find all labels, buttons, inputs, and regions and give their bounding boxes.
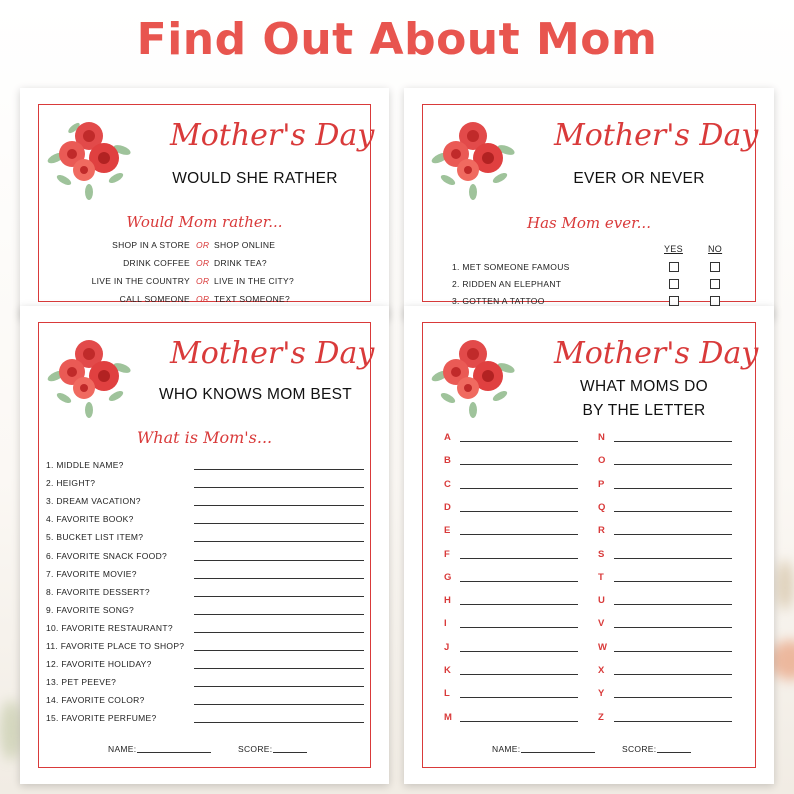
name-label: NAME: — [492, 744, 521, 754]
letter-answer-line[interactable] — [614, 464, 732, 465]
letter-answer-line[interactable] — [614, 534, 732, 535]
score-line[interactable] — [657, 752, 691, 753]
or-label: OR — [196, 294, 210, 304]
sheet-title: WOULD SHE RATHER — [172, 170, 338, 187]
letter-answer-line[interactable] — [614, 511, 732, 512]
letter-answer-line[interactable] — [614, 558, 732, 559]
flower-bouquet-icon — [428, 110, 518, 200]
question-label: 2. HEIGHT? — [46, 478, 96, 489]
yes-column-header: YES — [664, 244, 683, 254]
mothers-day-heading: Mother's Day — [170, 118, 375, 153]
background-flower — [0, 700, 22, 760]
letter-label: Q — [598, 501, 606, 513]
no-column-header: NO — [708, 244, 723, 254]
answer-line[interactable] — [194, 578, 364, 579]
option-a: SHOP IN A STORE — [112, 240, 190, 250]
letter-label: W — [598, 641, 607, 653]
letter-label: X — [598, 665, 605, 676]
letter-answer-line[interactable] — [614, 674, 732, 675]
sheet-title: EVER OR NEVER — [573, 170, 705, 187]
letter-label: O — [598, 455, 606, 467]
no-checkbox[interactable] — [710, 296, 720, 306]
letter-answer-line[interactable] — [614, 721, 732, 722]
or-label: OR — [196, 258, 210, 268]
letter-answer-line[interactable] — [614, 697, 732, 698]
answer-line[interactable] — [194, 541, 364, 542]
yes-checkbox[interactable] — [669, 279, 679, 289]
question-label: 10. FAVORITE RESTAURANT? — [46, 622, 173, 633]
option-b: TEXT SOMEONE? — [214, 294, 291, 304]
worksheet-who-knows-mom-best — [20, 306, 389, 784]
flower-bouquet-icon — [44, 110, 134, 200]
letter-label: M — [444, 711, 452, 723]
letter-answer-line[interactable] — [614, 441, 732, 442]
letter-label: U — [598, 595, 605, 607]
letter-label: B — [444, 455, 451, 467]
letter-label: R — [598, 525, 605, 537]
letter-label: N — [598, 432, 605, 443]
letter-answer-line[interactable] — [614, 488, 732, 489]
letter-answer-line[interactable] — [460, 441, 578, 442]
question-label: 4. FAVORITE BOOK? — [46, 514, 134, 525]
letter-label: Y — [598, 688, 605, 700]
option-b: LIVE IN THE CITY? — [214, 276, 295, 286]
or-label: OR — [196, 240, 210, 250]
letter-label: L — [444, 688, 450, 700]
ever-question: 1. MET SOMEONE FAMOUS — [452, 262, 570, 272]
section-prompt: What is Mom's... — [136, 428, 273, 447]
question-label: 9. FAVORITE SONG? — [46, 604, 135, 615]
answer-line[interactable] — [194, 704, 364, 705]
no-checkbox[interactable] — [710, 262, 720, 272]
worksheet-ever-or-never — [404, 88, 774, 318]
letter-answer-line[interactable] — [460, 511, 578, 512]
question-label: 1. MIDDLE NAME? — [46, 460, 124, 470]
question-label: 11. FAVORITE PLACE TO SHOP? — [46, 641, 185, 651]
score-label: SCORE: — [622, 744, 657, 754]
option-a: DRINK COFFEE — [123, 258, 190, 268]
question-label: 13. PET PEEVE? — [46, 677, 117, 688]
question-label: 7. FAVORITE MOVIE? — [46, 568, 137, 579]
worksheet-would-she-rather — [20, 88, 389, 318]
letter-answer-line[interactable] — [460, 674, 578, 675]
background-flower — [776, 560, 794, 610]
score-line[interactable] — [273, 752, 307, 753]
yes-checkbox[interactable] — [669, 262, 679, 272]
letter-answer-line[interactable] — [460, 488, 578, 489]
letter-answer-line[interactable] — [460, 697, 578, 698]
letter-answer-line[interactable] — [460, 604, 578, 605]
letter-label: K — [444, 665, 451, 676]
letter-label: T — [598, 571, 604, 583]
letter-answer-line[interactable] — [614, 627, 732, 628]
option-b: DRINK TEA? — [214, 258, 267, 268]
answer-line[interactable] — [194, 650, 364, 651]
sheet-subtitle: BY THE LETTER — [582, 402, 706, 419]
score-label: SCORE: — [238, 744, 273, 754]
name-line[interactable] — [137, 752, 211, 753]
flower-bouquet-icon — [44, 328, 134, 418]
letter-answer-line[interactable] — [460, 464, 578, 465]
answer-line[interactable] — [194, 487, 364, 488]
answer-line[interactable] — [194, 668, 364, 669]
or-label: OR — [196, 276, 210, 286]
letter-label: V — [598, 618, 605, 630]
answer-line[interactable] — [194, 560, 364, 561]
letter-label: Z — [598, 711, 604, 723]
letter-label: A — [444, 432, 451, 443]
letter-label: S — [598, 548, 605, 560]
answer-line[interactable] — [194, 505, 364, 506]
answer-line[interactable] — [194, 632, 364, 633]
letter-label: E — [444, 525, 451, 537]
question-label: 12. FAVORITE HOLIDAY? — [46, 659, 152, 670]
answer-line[interactable] — [194, 722, 364, 723]
ever-question: 3. GOTTEN A TATTOO — [452, 296, 545, 306]
letter-label: P — [598, 478, 605, 490]
question-label: 3. DREAM VACATION? — [46, 496, 141, 507]
option-b: SHOP ONLINE — [214, 240, 276, 250]
letter-answer-line[interactable] — [614, 604, 732, 605]
letter-answer-line[interactable] — [460, 721, 578, 722]
no-checkbox[interactable] — [710, 279, 720, 289]
mothers-day-heading: Mother's Day — [554, 336, 759, 371]
ever-question: 2. RIDDEN AN ELEPHANT — [452, 279, 562, 289]
yes-checkbox[interactable] — [669, 296, 679, 306]
sheet-title: WHAT MOMS DO — [580, 378, 708, 395]
letter-answer-line[interactable] — [460, 627, 578, 628]
worksheet-by-the-letter — [404, 306, 774, 784]
option-a: LIVE IN THE COUNTRY — [91, 276, 190, 286]
letter-label: F — [444, 548, 450, 560]
letter-answer-line[interactable] — [460, 534, 578, 535]
page-headline: Find Out About Mom — [136, 14, 658, 65]
letter-label: H — [444, 595, 451, 607]
letter-label: I — [444, 618, 447, 630]
letter-label: C — [444, 478, 451, 490]
letter-label: J — [444, 641, 450, 653]
question-label: 8. FAVORITE DESSERT? — [46, 586, 150, 597]
flower-bouquet-icon — [428, 328, 518, 418]
question-label: 14. FAVORITE COLOR? — [46, 695, 145, 706]
letter-answer-line[interactable] — [460, 581, 578, 582]
letter-label: G — [444, 571, 452, 583]
mothers-day-heading: Mother's Day — [170, 336, 375, 371]
section-prompt: Would Mom rather... — [126, 213, 283, 231]
answer-line[interactable] — [194, 596, 364, 597]
sheet-title: WHO KNOWS MOM BEST — [158, 386, 353, 403]
name-label: NAME: — [108, 744, 137, 754]
question-label: 6. FAVORITE SNACK FOOD? — [46, 550, 168, 561]
mothers-day-heading: Mother's Day — [554, 118, 759, 153]
question-label: 5. BUCKET LIST ITEM? — [46, 532, 144, 543]
letter-answer-line[interactable] — [460, 651, 578, 652]
question-label: 15. FAVORITE PERFUME? — [46, 713, 157, 724]
letter-answer-line[interactable] — [460, 558, 578, 559]
letter-label: D — [444, 501, 451, 513]
option-a: CALL SOMEONE — [119, 294, 190, 304]
answer-line[interactable] — [194, 523, 364, 524]
name-line[interactable] — [521, 752, 595, 753]
answer-line[interactable] — [194, 469, 364, 470]
answer-line[interactable] — [194, 614, 364, 615]
letter-answer-line[interactable] — [614, 651, 732, 652]
answer-line[interactable] — [194, 686, 364, 687]
letter-answer-line[interactable] — [614, 581, 732, 582]
section-prompt: Has Mom ever... — [527, 214, 651, 232]
